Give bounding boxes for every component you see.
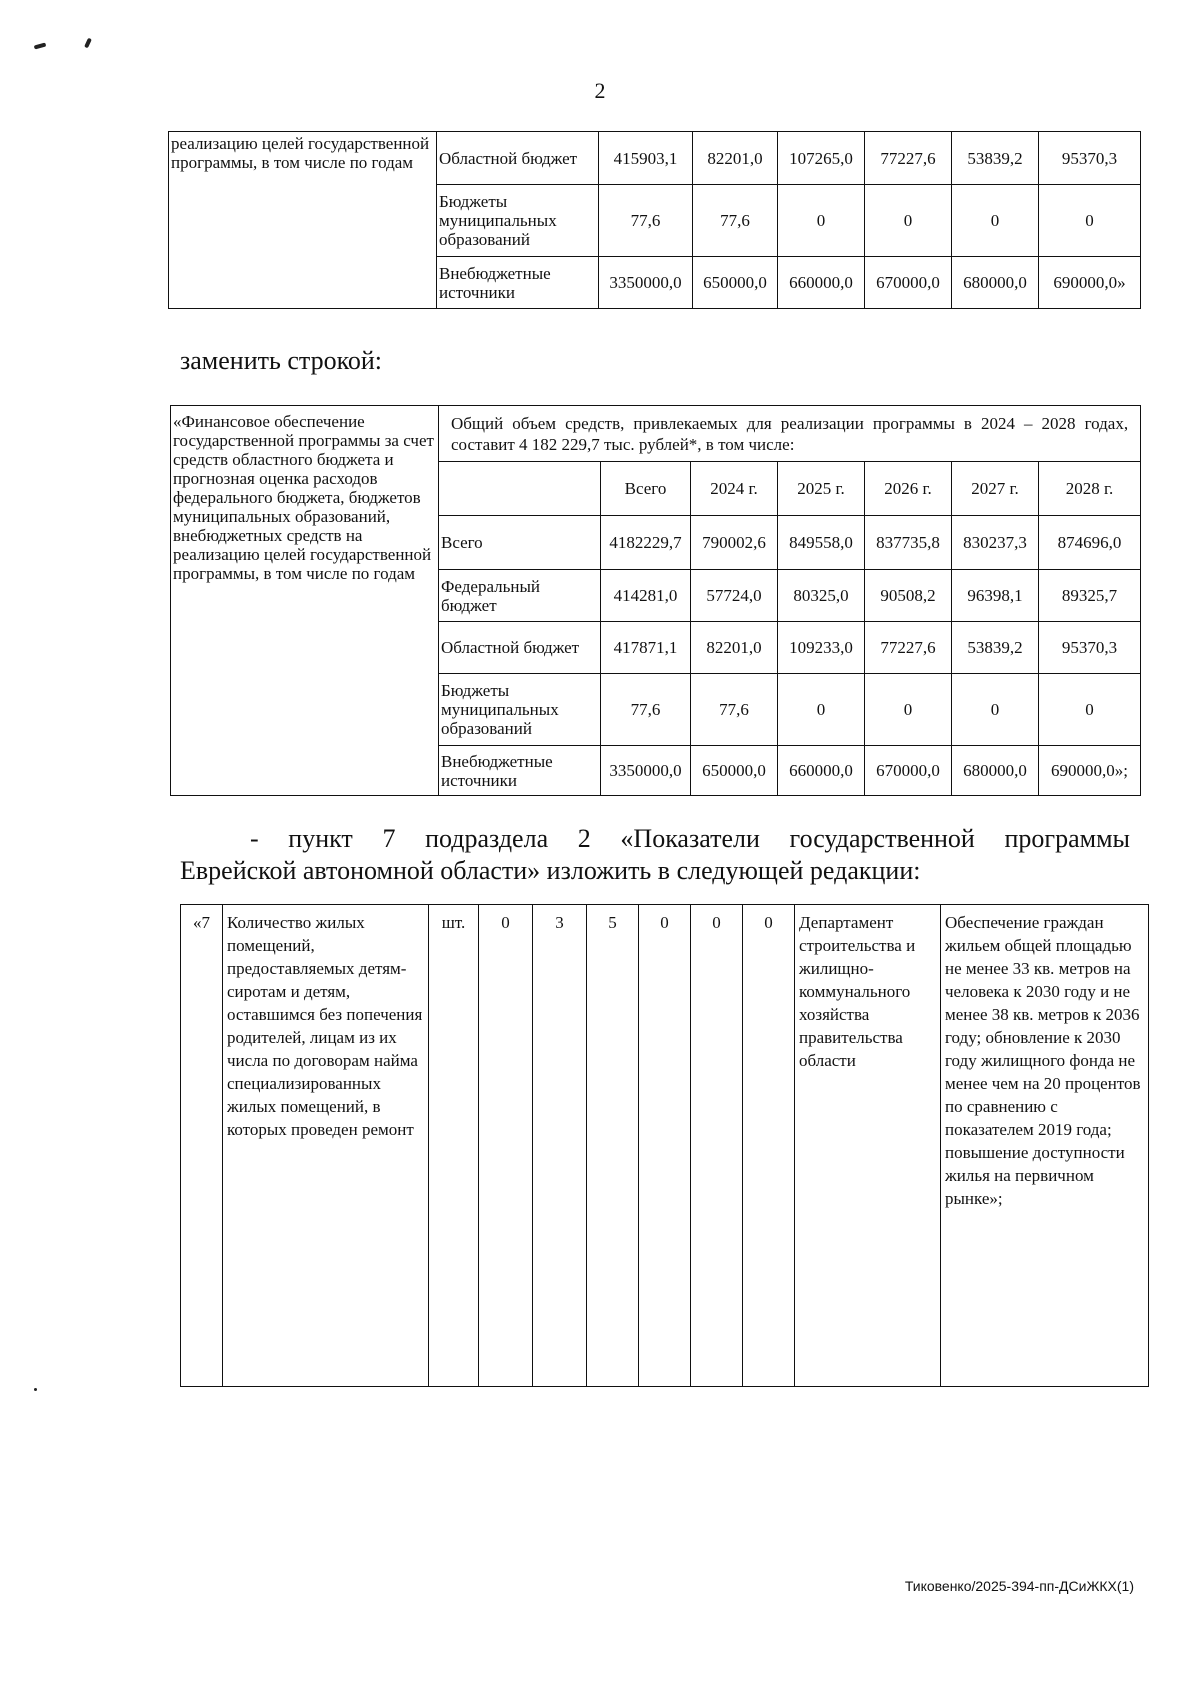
table2-cell: 874696,0 — [1039, 516, 1141, 570]
table2-cell: 660000,0 — [778, 746, 865, 796]
table2-cell: 109233,0 — [778, 622, 865, 674]
table1-cell: 0 — [1039, 185, 1141, 257]
scan-mark — [34, 43, 47, 50]
indicator-value: 0 — [479, 905, 533, 1387]
table1-cell: 53839,2 — [952, 132, 1039, 185]
table1-cell: 77,6 — [693, 185, 778, 257]
table2-cell: 790002,6 — [691, 516, 778, 570]
table-funding-old — [168, 131, 1141, 309]
page-number: 2 — [594, 78, 606, 103]
table2-intro: Общий объем средств, привлекаемых для реализации программы в 2024 – 2028 годах, составит 4 182 229,7 тыс. рублей*, в том числе: — [439, 406, 1141, 462]
table1-cell: 670000,0 — [865, 257, 952, 309]
table2-cell: 53839,2 — [952, 622, 1039, 674]
table1-cell: 680000,0 — [952, 257, 1039, 309]
indicator-unit: шт. — [429, 905, 479, 1387]
table-funding-new — [170, 405, 1141, 796]
table2-cell: 80325,0 — [778, 570, 865, 622]
table2-header: 2024 г. — [691, 462, 778, 516]
scan-mark — [34, 1388, 37, 1391]
table1-row-label: Областной бюджет — [437, 132, 599, 185]
table1-cell: 415903,1 — [599, 132, 693, 185]
table2-cell: 0 — [778, 674, 865, 746]
table-indicator — [180, 904, 1149, 1387]
table2-cell: 830237,3 — [952, 516, 1039, 570]
table2-header: 2025 г. — [778, 462, 865, 516]
table2-cell: 0 — [952, 674, 1039, 746]
table2-cell: 77,6 — [691, 674, 778, 746]
table1-row-label: Внебюджетные источники — [437, 257, 599, 309]
table2-cell: 849558,0 — [778, 516, 865, 570]
indicator-value: 5 — [587, 905, 639, 1387]
table2-cell: 89325,7 — [1039, 570, 1141, 622]
document-reference: Тиковенко/2025-394-пп-ДСиЖКХ(1) — [904, 1578, 1134, 1594]
table2-cell: 0 — [865, 674, 952, 746]
table2-cell: 670000,0 — [865, 746, 952, 796]
table2-cell: 650000,0 — [691, 746, 778, 796]
table1-cell: 660000,0 — [778, 257, 865, 309]
table1-cell: 3350000,0 — [599, 257, 693, 309]
table2-header: Всего — [601, 462, 691, 516]
table1-cell: 82201,0 — [693, 132, 778, 185]
table2-cell: 90508,2 — [865, 570, 952, 622]
table1-first-cell: реализацию целей государственной программы, в том числе по годам — [169, 132, 437, 309]
table1-row-label: Бюджеты муниципальных образований — [437, 185, 599, 257]
table2-cell: 95370,3 — [1039, 622, 1141, 674]
indicator-value: 0 — [691, 905, 743, 1387]
table1-cell: 690000,0» — [1039, 257, 1141, 309]
table2-cell: 77,6 — [601, 674, 691, 746]
indicator-value: 0 — [639, 905, 691, 1387]
indicator-value: 3 — [533, 905, 587, 1387]
table1-cell: 0 — [778, 185, 865, 257]
table2-row-label: Областной бюджет — [439, 622, 601, 674]
table2-first-cell: «Финансовое обеспечение государственной программы за счет средств областного бюджета и прогнозная оценка расходов федерального бюджета, бюджетов муниципальных образований, внебюджетных средств на реализацию целей государственной программы, в том числе по годам — [171, 406, 439, 796]
table2-header: 2026 г. — [865, 462, 952, 516]
indicator-responsible: Департамент строительства и жилищно-коммунального хозяйства правительства области — [795, 905, 941, 1387]
table2-cell: 3350000,0 — [601, 746, 691, 796]
table1-cell: 0 — [865, 185, 952, 257]
table1-cell: 0 — [952, 185, 1039, 257]
table2-cell: 4182229,7 — [601, 516, 691, 570]
table1-cell: 650000,0 — [693, 257, 778, 309]
table2-cell: 77227,6 — [865, 622, 952, 674]
indicator-goal: Обеспечение граждан жильем общей площадью не менее 33 кв. метров на человека к 2030 году и не менее 38 кв. метров к 2036 году; обновление к 2030 году жилищного фонда не менее чем на 20 процентов по сравнению с показателем 2019 года; повышение доступности жилья на первичном рынке»; — [941, 905, 1149, 1387]
table2-cell: 680000,0 — [952, 746, 1039, 796]
indicator-name: Количество жилых помещений, предоставляемых детям-сиротам и детям, оставшимся без попечения родителей, лицам из их числа по договорам найма специализированных жилых помещений, в которых проведен ремонт — [223, 905, 429, 1387]
table2-row-label: Всего — [439, 516, 601, 570]
table2-row-label: Внебюджетные источники — [439, 746, 601, 796]
table1-cell: 77227,6 — [865, 132, 952, 185]
table2-cell: 0 — [1039, 674, 1141, 746]
table2-cell: 690000,0»; — [1039, 746, 1141, 796]
table1-cell: 95370,3 — [1039, 132, 1141, 185]
table2-cell: 414281,0 — [601, 570, 691, 622]
table2-cell: 96398,1 — [952, 570, 1039, 622]
replace-text: заменить строкой: — [180, 346, 383, 375]
table2-header: 2027 г. — [952, 462, 1039, 516]
table2-header — [439, 462, 601, 516]
table2-row-label: Бюджеты муниципальных образований — [439, 674, 601, 746]
paragraph-line-1: - пункт 7 подраздела 2 «Показатели государственной программы — [250, 824, 1130, 853]
scan-mark — [84, 38, 92, 49]
table2-cell: 417871,1 — [601, 622, 691, 674]
table1-cell: 107265,0 — [778, 132, 865, 185]
table1-cell: 77,6 — [599, 185, 693, 257]
table2-cell: 57724,0 — [691, 570, 778, 622]
paragraph-line-2: Еврейской автономной области» изложить в следующей редакции: — [180, 856, 921, 885]
indicator-number: «7 — [181, 905, 223, 1387]
table2-header: 2028 г. — [1039, 462, 1141, 516]
table2-row-label: Федеральный бюджет — [439, 570, 601, 622]
indicator-value: 0 — [743, 905, 795, 1387]
table2-cell: 82201,0 — [691, 622, 778, 674]
table2-cell: 837735,8 — [865, 516, 952, 570]
